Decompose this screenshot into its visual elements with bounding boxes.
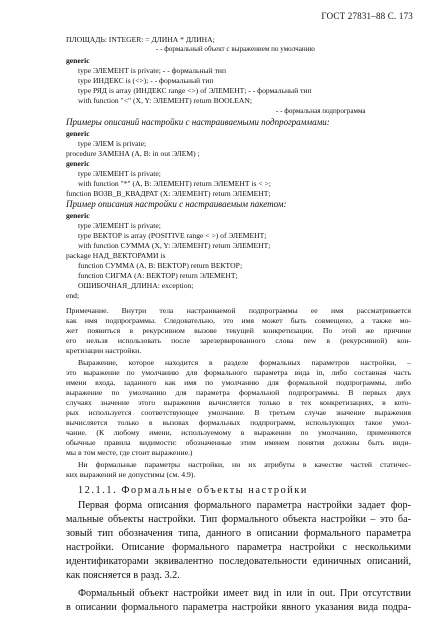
body-line: идентификаторами эквивалентно последовательности единичных описаний, xyxy=(66,556,411,567)
body-line: зовый тип обозначения типа, данного в описании формального параметра xyxy=(66,528,411,539)
note-line: его нельзя использовать после зарезервированного слова new в (рекурсивной) кон- xyxy=(66,336,411,345)
code-line: type ИНДЕКС is (<>); - - формальный тип xyxy=(78,76,214,85)
code-line: type РЯД is array (ИНДЕКС range <>) of ЭЛЕМЕНТ; - - формальный тип xyxy=(78,86,312,95)
examples-heading: Пример описания настройки с настраиваемым пакетом: xyxy=(66,199,287,209)
code-comment: - - формальный объект с выражением по умолчанию xyxy=(156,45,315,53)
code-line: type ЭЛЕМЕНТ is private; - - формальный тип xyxy=(78,66,227,75)
running-header: ГОСТ 27831–88 С. 173 xyxy=(321,11,413,21)
code-line: ОШИБОЧНАЯ_ДЛИНА: exception; xyxy=(78,281,194,290)
code-comment: - - формальная подпрограмма xyxy=(276,107,366,115)
examples-heading: Примеры описаний настройки с настраиваемыми подпрограммами: xyxy=(66,117,330,127)
code-line: with function "*" (A, B: ЭЛЕМЕНТ) return ЭЛЕМЕНТ is < >; xyxy=(78,179,271,188)
paragraph-line: обычные правила видимости: обозначенные этим именем понятия должны быть види- xyxy=(66,438,411,447)
paragraph-line: Выражение, которое находится в разделе формальных параметров настройки, – xyxy=(78,358,411,367)
code-line: ПЛОЩАДЬ: INTEGER: = ДЛИНА * ДЛИНА; xyxy=(66,35,215,44)
code-keyword: generic xyxy=(66,56,90,65)
paragraph-line: мы в том месте, где стоит выражение.) xyxy=(66,448,193,457)
code-line: with function "<" (X, Y: ЭЛЕМЕНТ) return BOOLEAN; xyxy=(78,96,252,105)
code-line: function ВОЗВ_В_КВАДРАТ (X: ЭЛЕМЕНТ) return ЭЛЕМЕНТ; xyxy=(66,189,271,198)
code-keyword: generic xyxy=(66,159,90,168)
code-line: function СУММА (A, B: ВЕКТОР) return ВЕКТОР; xyxy=(78,261,243,270)
paragraph-line: выражение по умолчанию для параметра формальной подпрограммы. В первых двух xyxy=(66,388,411,397)
note-line: Примечание. Внутри тела настраиваемой подпрограммы ее имя рассматривается xyxy=(66,306,411,315)
paragraph-line: ких выражений не допустимы (см. 4.9). xyxy=(66,470,196,479)
paragraph-line: случаях значение этого выражения вычисляется только в тех конкретизациях, в кото- xyxy=(66,398,411,407)
body-line: как поясняется в разд. 3.2. xyxy=(66,570,180,581)
section-heading: 12.1.1. Формальные объекты настройки xyxy=(78,485,308,496)
note-line: как имя подпрограммы. Следовательно, это имя может быть совмещено, а также мо- xyxy=(66,316,411,325)
code-line: type ЭЛЕМЕНТ is private; xyxy=(78,169,161,178)
note-line: жет появиться в рекурсивном вызове текущей конкретизации. По этой же причине xyxy=(66,326,411,335)
code-line: type ЭЛЕМЕНТ is private; xyxy=(78,221,161,230)
code-line: procedure ЗАМЕНА (A, B: in out ЭЛЕМ) ; xyxy=(66,149,200,158)
body-line: Формальный объект настройки имеет вид in или in out. При отсутствии xyxy=(78,588,411,599)
note-line: кретизации настройки. xyxy=(66,346,142,355)
paragraph-line: рых используется соответствующее умолчание. В третьем случае значение выражения xyxy=(66,408,411,417)
body-line: мальные объекты настройки. Тип формального объекта настройки – это ба- xyxy=(66,514,411,525)
body-line: Первая форма описания формального параметра настройки задает фор- xyxy=(78,500,411,511)
code-line: type ВЕКТОР is array (POSITIVE range < >) of ЭЛЕМЕНТ; xyxy=(78,231,267,240)
body-line: настройки. Описание формального параметра настройки с несколькими xyxy=(66,542,411,553)
paragraph-line: вычисляется только в вызовах формальных подпрограмм, использующих такое умол- xyxy=(66,418,411,427)
paragraph-line: чание. (К любому имени, используемому в выражении по умолчанию, применяются xyxy=(66,428,411,437)
code-line: with function СУММА (X, Y: ЭЛЕМЕНТ) return ЭЛЕМЕНТ; xyxy=(78,241,271,250)
code-line: function СИГМА (A: ВЕКТОР) return ЭЛЕМЕНТ; xyxy=(78,271,238,280)
paragraph-line: это выражение по умолчанию для формального параметра вида in, либо составная часть xyxy=(66,368,411,377)
paragraph-line: Ни формальные параметры настройки, ни их атрибуты в качестве частей статичес- xyxy=(78,460,411,469)
code-line: type ЭЛЕМ is private; xyxy=(78,139,147,148)
code-keyword: generic xyxy=(66,211,90,220)
paragraph-line: имени входа, заданного как имя по умолчанию для формальной подпрограммы, либо xyxy=(66,378,411,387)
body-line: в описании формального параметра настройки явного указания вида подра- xyxy=(66,602,411,613)
code-line: end; xyxy=(66,291,80,300)
code-keyword: generic xyxy=(66,129,90,138)
code-line: package НАД_ВЕКТОРАМИ is xyxy=(66,251,166,260)
